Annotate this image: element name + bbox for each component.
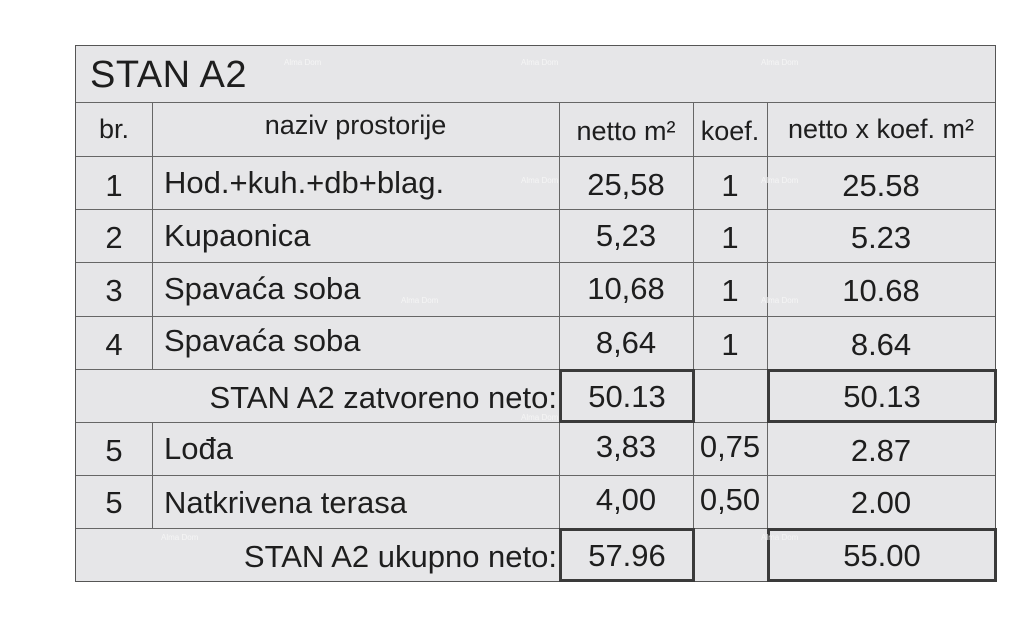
room-koef: 1 (721, 220, 739, 255)
total-label: STAN A2 ukupno neto: (243, 539, 557, 574)
watermark: Alma Dom (761, 176, 799, 185)
room-netto-koef: 5.23 (850, 220, 912, 255)
header-koef: koef. (700, 115, 760, 146)
watermark: Alma Dom (521, 58, 559, 67)
room-netto: 10,68 (587, 271, 665, 306)
room-name: Hod.+kuh.+db+blag. (164, 165, 445, 200)
outdoor-netto-koef: 2.87 (850, 433, 912, 468)
watermark: Alma Dom (401, 296, 439, 305)
room-br: 3 (105, 273, 123, 308)
room-netto-koef: 10.68 (842, 273, 920, 308)
header-br: br. (98, 113, 130, 144)
room-netto: 25,58 (587, 167, 665, 202)
room-br: 2 (105, 220, 123, 255)
room-name: Spavaća soba (164, 271, 361, 306)
room-netto-koef: 8.64 (850, 327, 912, 362)
outdoor-netto-koef: 2.00 (850, 485, 912, 520)
room-name: Spavaća soba (164, 323, 361, 358)
header-netto: netto m² (576, 115, 676, 146)
outdoor-netto: 4,00 (595, 482, 657, 517)
total-netto-koef: 55.00 (767, 528, 997, 582)
outdoor-br: 5 (105, 485, 123, 520)
room-netto: 5,23 (595, 218, 657, 253)
outdoor-br: 5 (105, 433, 123, 468)
subtotal-netto-koef: 50.13 (767, 369, 997, 423)
room-br: 4 (105, 327, 123, 362)
watermark: Alma Dom (761, 296, 799, 305)
room-name: Kupaonica (164, 218, 311, 253)
room-koef: 1 (721, 327, 739, 362)
room-koef: 1 (721, 273, 739, 308)
room-br: 1 (105, 168, 123, 203)
outdoor-netto: 3,83 (595, 429, 657, 464)
total-netto: 57.96 (559, 528, 695, 582)
room-area-table (75, 45, 996, 582)
subtotal-label: STAN A2 zatvoreno neto: (209, 380, 557, 415)
outdoor-koef: 0,75 (699, 429, 761, 464)
watermark: Alma Dom (521, 413, 559, 422)
watermark: Alma Dom (761, 58, 799, 67)
watermark: Alma Dom (161, 533, 199, 542)
watermark: Alma Dom (284, 58, 322, 67)
table-title: STAN A2 (90, 54, 247, 96)
watermark: Alma Dom (521, 176, 559, 185)
header-name: naziv prostorije (264, 109, 447, 140)
watermark: Alma Dom (761, 533, 799, 542)
outdoor-koef: 0,50 (699, 482, 761, 517)
outdoor-name: Natkrivena terasa (164, 485, 407, 520)
room-netto-koef: 25.58 (842, 168, 920, 203)
room-netto: 8,64 (595, 325, 657, 360)
outdoor-name: Lođa (164, 431, 233, 466)
room-koef: 1 (721, 168, 739, 203)
subtotal-netto: 50.13 (559, 369, 695, 423)
header-netto-koef: netto x koef. m² (787, 113, 975, 144)
